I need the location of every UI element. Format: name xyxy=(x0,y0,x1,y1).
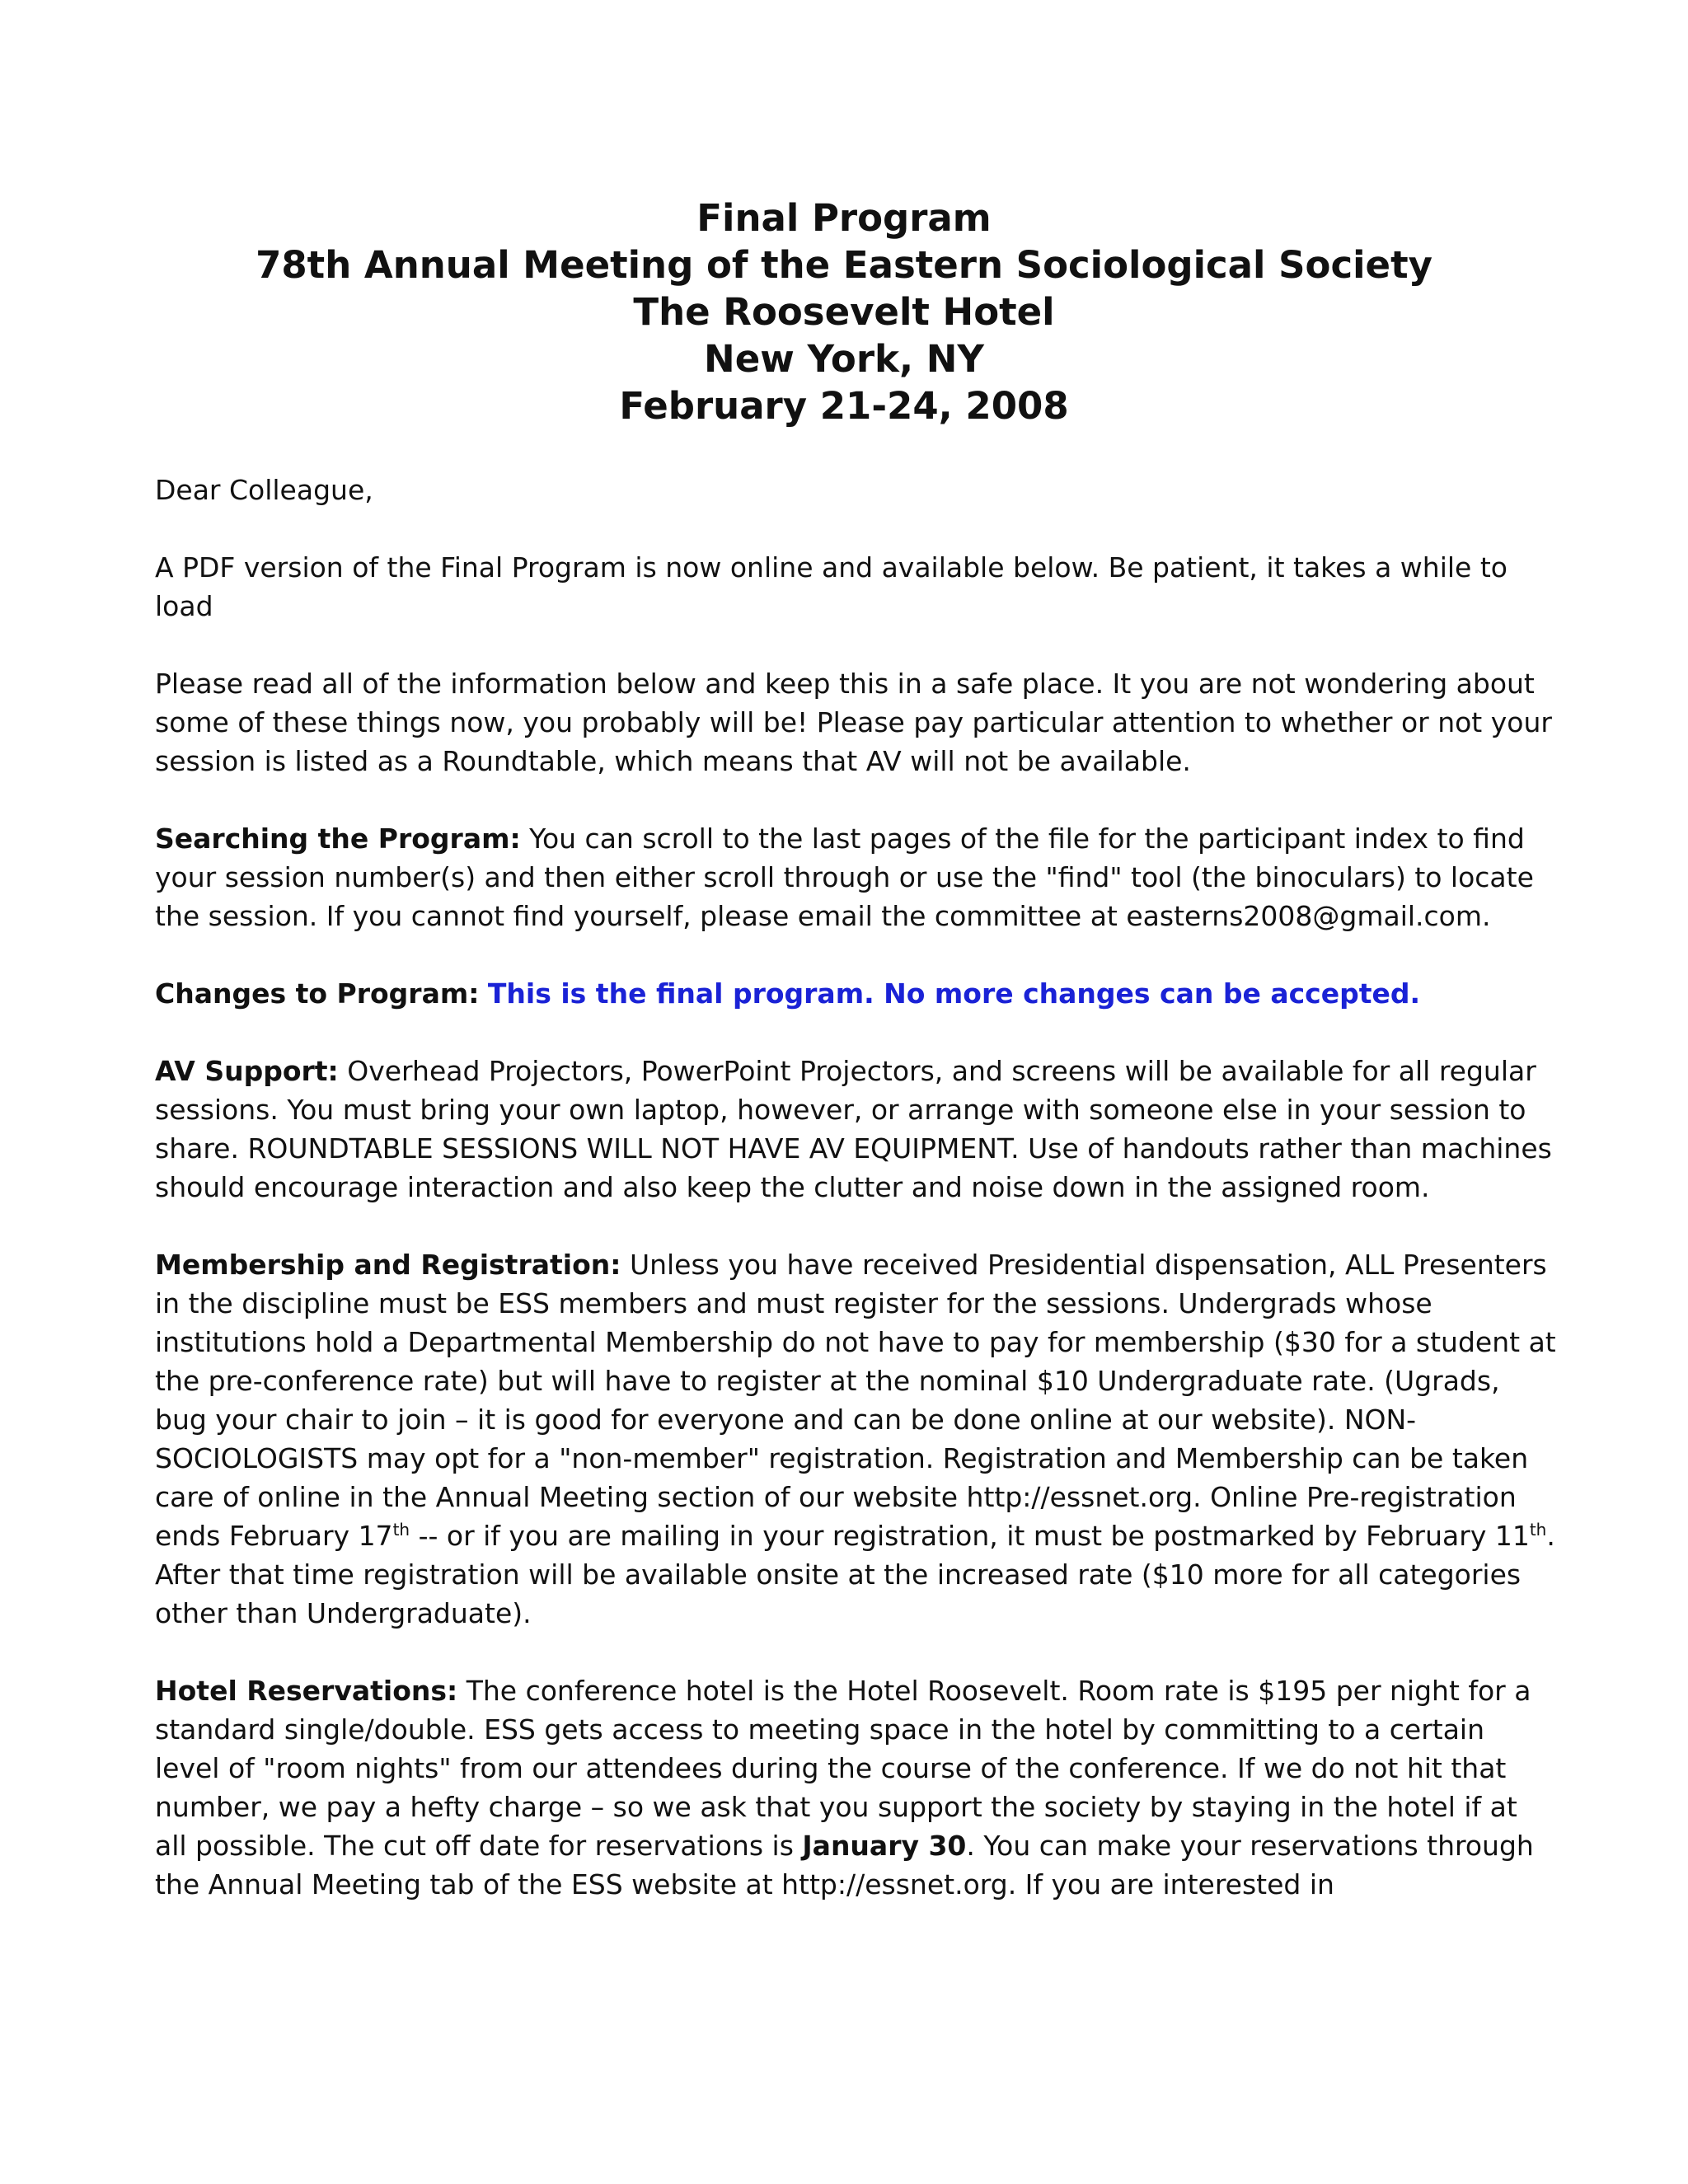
membership-text-3: . After that time registration will be available onsite at the increased rate ($10 more for all categories other than Undergraduate). xyxy=(155,1520,1555,1629)
searching-section xyxy=(155,819,1556,935)
title-hotel: The Roosevelt Hotel xyxy=(633,290,1055,334)
changes-text: This is the final program. No more changes can be accepted. xyxy=(487,977,1421,1010)
changes-heading: Changes to Program: xyxy=(155,977,480,1010)
membership-text-2: -- or if you are mailing in your registration, it must be postmarked by February 11 xyxy=(410,1520,1530,1552)
hotel-section xyxy=(155,1671,1556,1904)
document-page xyxy=(155,194,1556,1943)
membership-heading: Membership and Registration: xyxy=(155,1249,621,1281)
membership-sup-1: th xyxy=(392,1520,410,1540)
searching-heading: Searching the Program: xyxy=(155,823,521,855)
searching-text: You can scroll to the last pages of the file for the participant index to find your session number(s) and then either scroll through or use the "find" tool (the binoculars) to locate the session. If you cannot find yourself, please email the committee at easterns2008@gmail.com. xyxy=(155,823,1534,932)
membership-sup-2: th xyxy=(1529,1520,1547,1540)
hotel-cutoff-date: January 30 xyxy=(802,1830,967,1862)
membership-section xyxy=(155,1245,1556,1633)
title-meeting: 78th Annual Meeting of the Eastern Sociological Society xyxy=(256,243,1432,287)
read-note-paragraph: Please read all of the information below and keep this in a safe place. It you are not wondering about some of these things now, you probably will be! Please pay particular attention to whether or not your session is listed as a Roundtable, which means that AV will not be available. xyxy=(155,668,1552,777)
intro-paragraph: A PDF version of the Final Program is now online and available below. Be patient, it takes a while to load xyxy=(155,551,1507,622)
hotel-heading: Hotel Reservations: xyxy=(155,1675,458,1707)
changes-section xyxy=(155,974,1556,1013)
letter-body xyxy=(155,471,1556,1904)
title-final-program: Final Program xyxy=(696,196,992,240)
membership-text-1: Unless you have received Presidential dispensation, ALL Presenters in the discipline must be ESS members and must register for the sessions. Undergrads whose institutions hold a Departmental Membership do not have to pay for membership ($30 for a student at the pre-conference rate) but will have to register at the nominal $10 Undergraduate rate. (Ugrads, bug your chair to join – it is good for everyone and can be done online at our website). NON-SOCIOLOGISTS may opt for a "non-member" registration. Registration and Membership can be taken care of online in the Annual Meeting section of our website http://essnet.org. Online Pre-registration ends February 17 xyxy=(155,1249,1556,1552)
av-section xyxy=(155,1052,1556,1207)
title-location: New York, NY xyxy=(704,337,984,381)
hotel-text-1: The conference hotel is the Hotel Roosevelt. Room rate is $195 per night for a standard single/double. ESS gets access to meeting space in the hotel by committing to a certain level of "room nights" from our attendees during the course of the conference. If we do not hit that number, we pay a hefty charge – so we ask that you support the society by staying in the hotel if at all possible. The cut off date for reservations is xyxy=(155,1675,1531,1862)
av-heading: AV Support: xyxy=(155,1055,339,1087)
salutation: Dear Colleague, xyxy=(155,474,373,506)
hotel-text-2: . You can make your reservations through the Annual Meeting tab of the ESS website at http://essnet.org. If you are interested in xyxy=(155,1830,1534,1900)
title-dates: February 21-24, 2008 xyxy=(619,384,1069,428)
document-title xyxy=(0,194,1688,429)
av-text: Overhead Projectors, PowerPoint Projectors, and screens will be available for all regular sessions. You must bring your own laptop, however, or arrange with someone else in your session to share. ROUNDTABLE SESSIONS WILL NOT HAVE AV EQUIPMENT. Use of handouts rather than machines should encourage interaction and also keep the clutter and noise down in the assigned room. xyxy=(155,1055,1552,1203)
